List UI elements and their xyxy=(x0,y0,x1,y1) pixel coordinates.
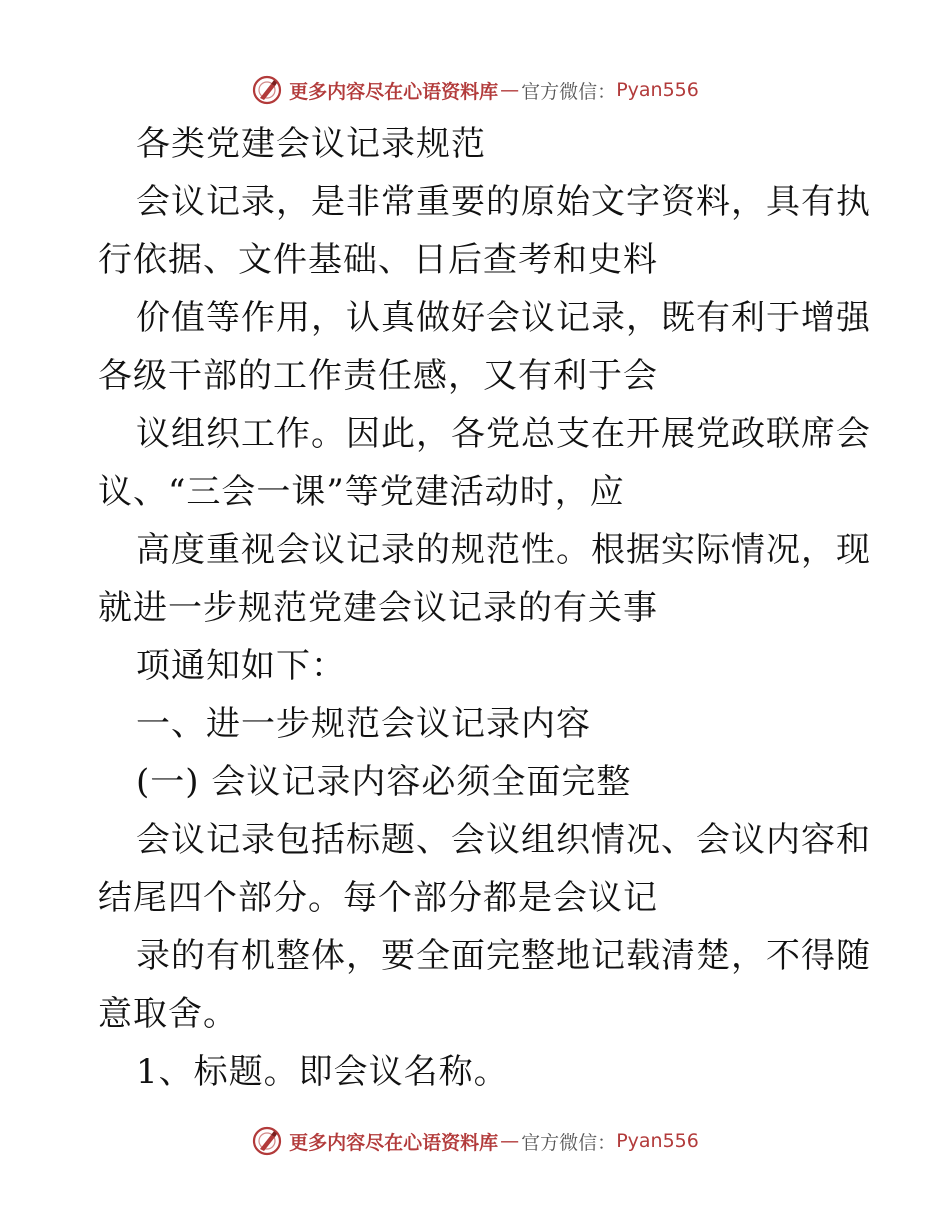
separator-dash: — xyxy=(500,79,520,101)
header-watermark-banner xyxy=(0,70,950,110)
wechat-id: Pyan556 xyxy=(616,79,699,101)
paragraph-line: 会议记录，是非常重要的原始文字资料，具有执 xyxy=(136,182,871,222)
wechat-label: 官方微信： xyxy=(521,1131,617,1154)
paragraph-line: 各级干部的工作责任感，又有利于会 xyxy=(98,356,658,396)
paragraph-line: 高度重视会议记录的规范性。根据实际情况，现 xyxy=(136,530,871,570)
paragraph-line: 项通知如下： xyxy=(136,646,346,686)
pen-nib-circle-icon xyxy=(251,74,283,106)
document-title: 各类党建会议记录规范 xyxy=(136,124,486,164)
section-heading: 一、进一步规范会议记录内容 xyxy=(136,704,591,744)
wechat-label: 官方微信： xyxy=(521,80,617,103)
separator-dash: — xyxy=(500,1130,520,1152)
paragraph-line: 价值等作用，认真做好会议记录，既有利于增强 xyxy=(136,298,871,338)
pen-nib-circle-icon xyxy=(251,1125,283,1157)
paragraph-line: 议、“三会一课”等党建活动时，应 xyxy=(98,472,625,512)
subsection-heading: (一) 会议记录内容必须全面完整 xyxy=(136,762,632,802)
site-name-text: 更多内容尽在心语资料库 xyxy=(289,1131,499,1154)
site-name-text: 更多内容尽在心语资料库 xyxy=(289,80,499,103)
footer-watermark-banner xyxy=(0,1121,950,1161)
paragraph-line: 议组织工作。因此，各党总支在开展党政联席会 xyxy=(136,414,871,454)
paragraph-line: 会议记录包括标题、会议组织情况、会议内容和 xyxy=(136,820,871,860)
paragraph-line: 结尾四个部分。每个部分都是会议记 xyxy=(98,878,658,918)
paragraph-line: 就进一步规范党建会议记录的有关事 xyxy=(98,588,658,628)
wechat-id: Pyan556 xyxy=(616,1130,699,1152)
paragraph-line: 录的有机整体，要全面完整地记载清楚，不得随 xyxy=(136,936,871,976)
paragraph-line: 意取舍。 xyxy=(98,994,238,1034)
list-item-line: 1、标题。即会议名称。 xyxy=(136,1052,509,1092)
paragraph-line: 行依据、文件基础、日后查考和史料 xyxy=(98,240,658,280)
